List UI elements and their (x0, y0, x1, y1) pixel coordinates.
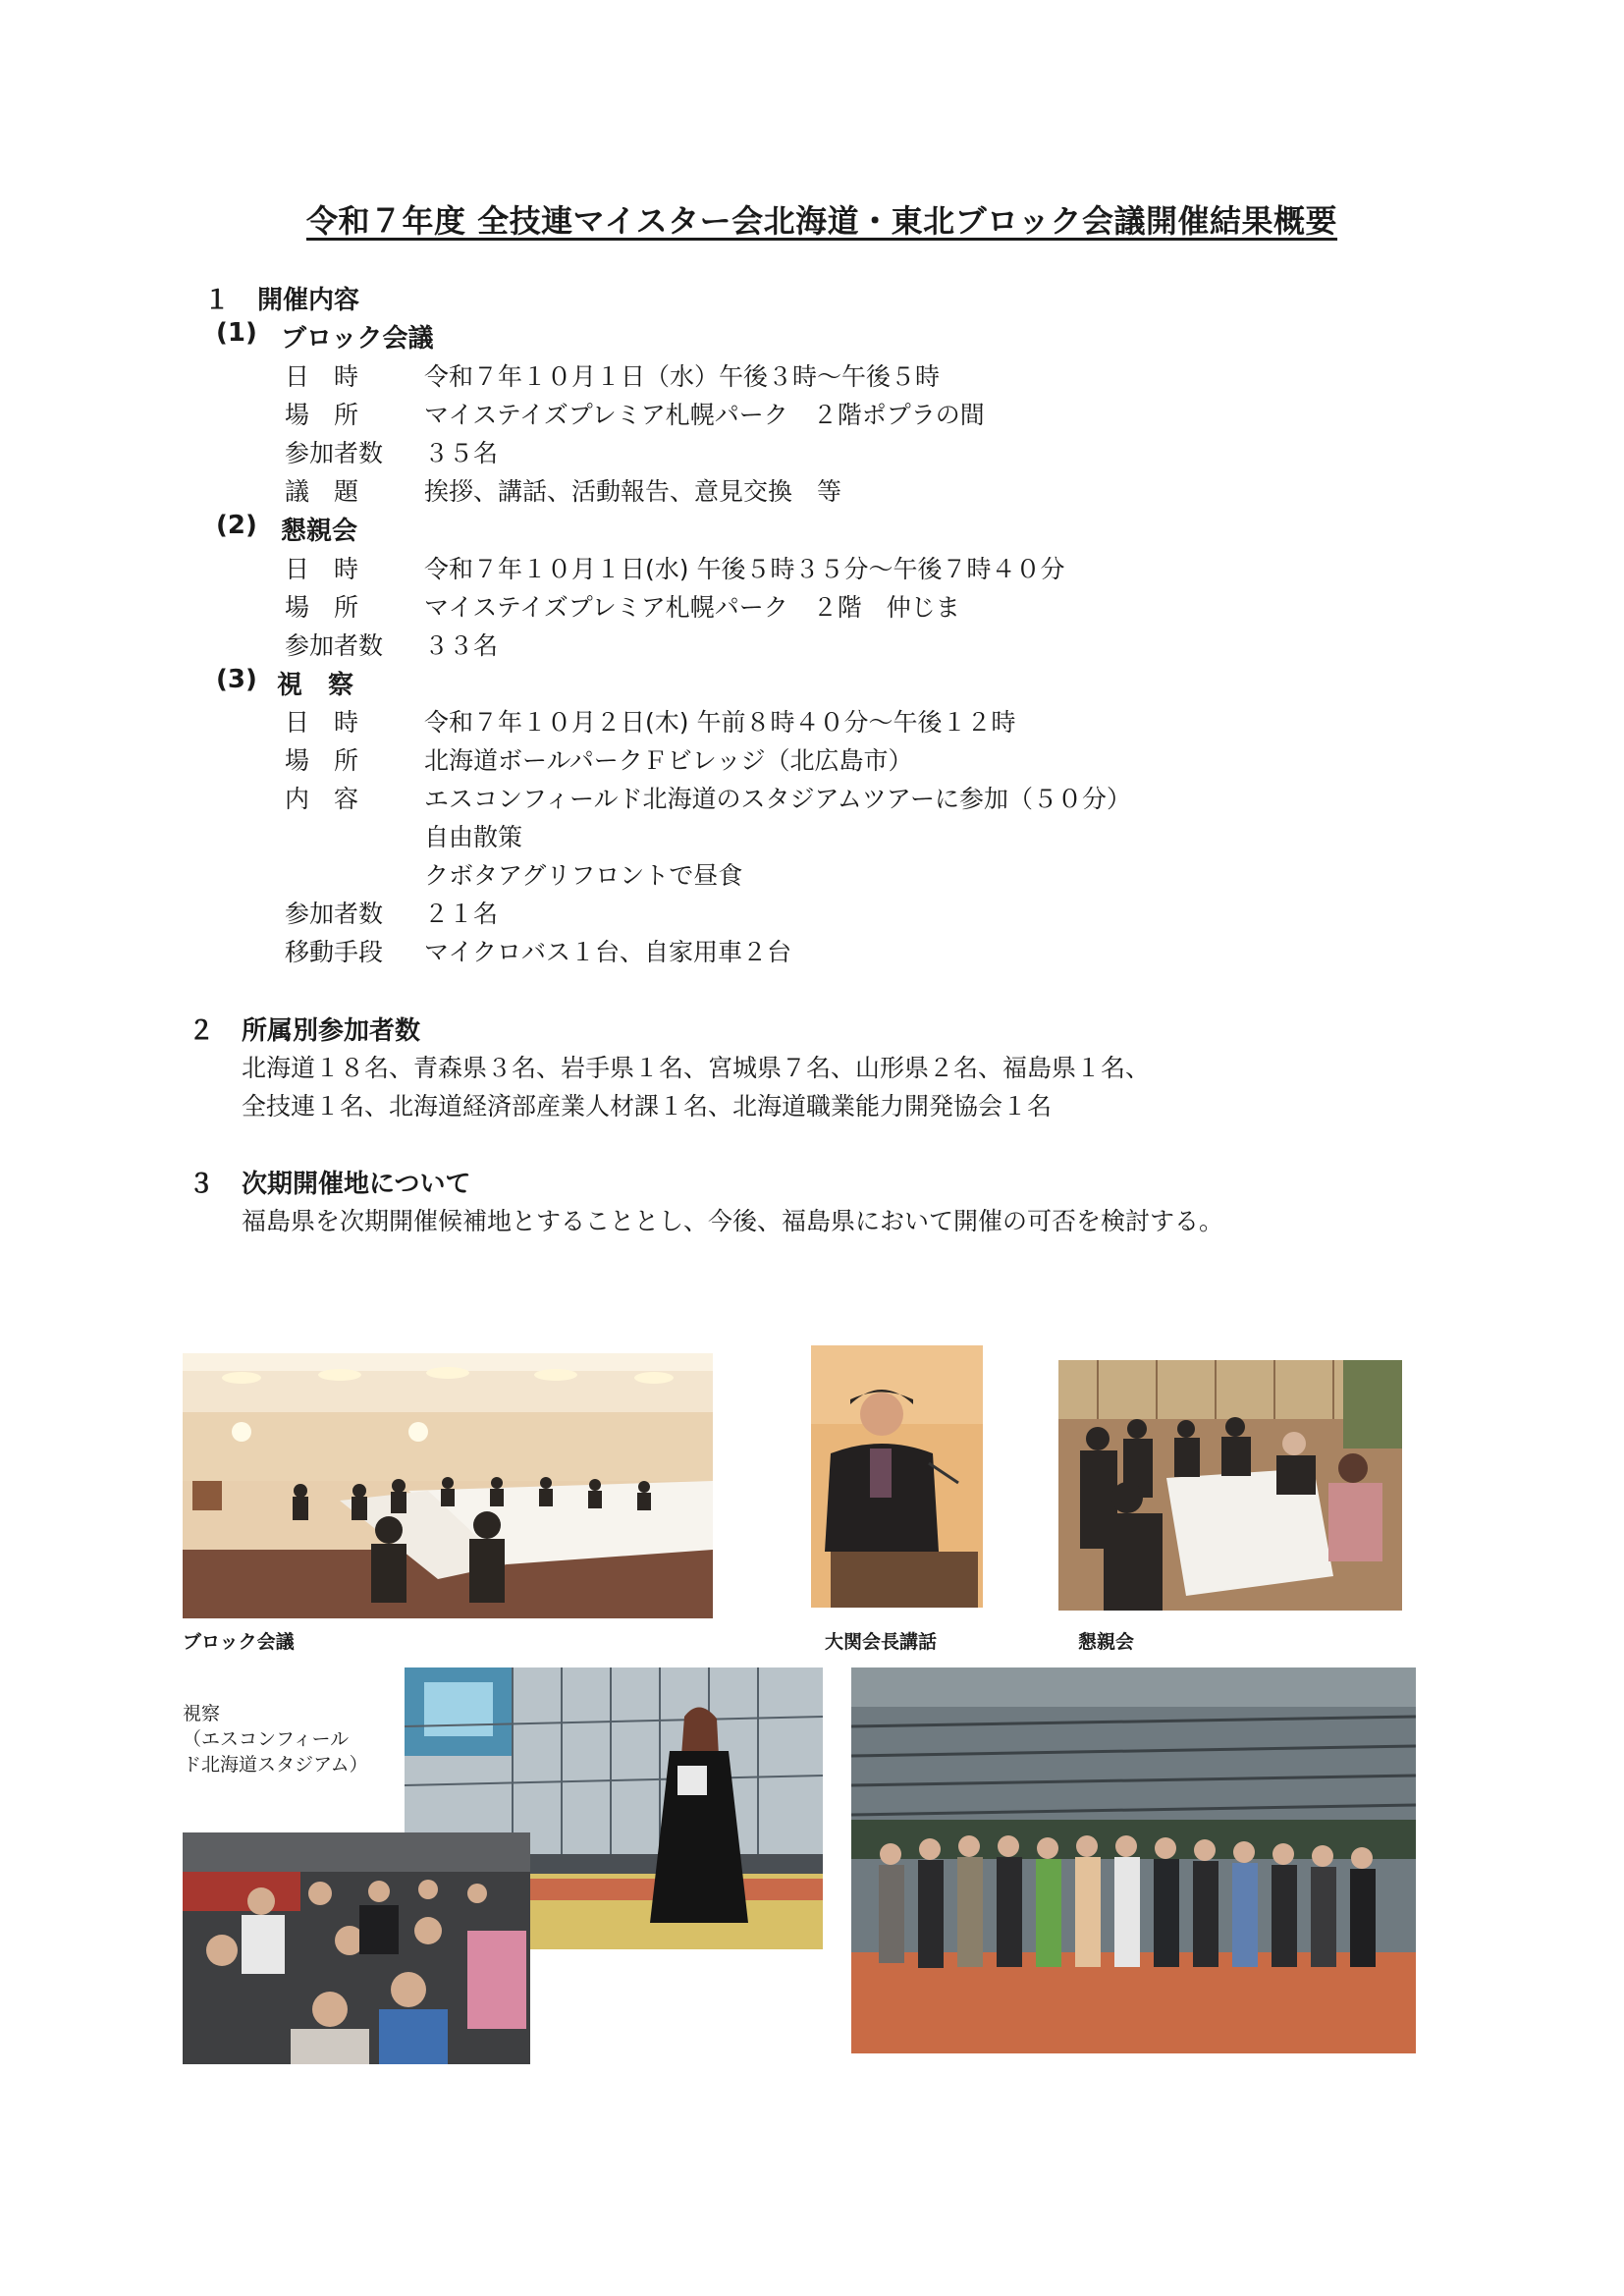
section-3-line-1: 福島県を次期開催候補地とすることとし、今後、福島県において開催の可否を検討する。 (242, 1207, 1224, 1235)
block-agenda-value: 挨拶、講話、活動報告、意見交換 等 (424, 477, 842, 506)
social-date-label: 日 時 (285, 555, 359, 583)
social-place-label: 場 所 (285, 593, 359, 622)
subsection-3-heading: 視 察 (277, 671, 354, 700)
caption-inspection: 視察 (183, 1703, 221, 1724)
caption-social: 懇親会 (1078, 1631, 1135, 1653)
inspection-attendees-label: 参加者数 (285, 900, 384, 928)
subsection-1-heading: ブロック会議 (281, 324, 434, 354)
block-attendees-label: 参加者数 (285, 439, 384, 467)
caption-block-meeting: ブロック会議 (183, 1631, 295, 1653)
subsection-2-number: (2) (216, 511, 257, 540)
section-2-heading: 所属別参加者数 (242, 1016, 421, 1046)
section-2-line-2: 全技連１名、北海道経済部産業人材課１名、北海道職業能力開発協会１名 (242, 1092, 1053, 1121)
block-date-label: 日 時 (285, 362, 359, 391)
section-3-heading: 次期開催地について (242, 1170, 471, 1199)
block-date-value: 令和７年１０月１日（水）午後３時～午後５時 (424, 362, 941, 391)
section-1-number: １ (204, 286, 231, 315)
social-date-value: 令和７年１０月１日(水) 午後５時３５分～午後７時４０分 (424, 555, 1065, 583)
inspection-date-label: 日 時 (285, 708, 359, 737)
inspection-place-value: 北海道ボールパークＦビレッジ（北広島市） (424, 746, 913, 775)
block-place-label: 場 所 (285, 401, 359, 429)
caption-inspection-3: ド北海道スタジアム） (183, 1754, 368, 1776)
inspection-place-label: 場 所 (285, 746, 359, 775)
inspection-transport-label: 移動手段 (285, 938, 384, 966)
subsection-1-number: (1) (216, 318, 257, 348)
inspection-transport-value: マイクロバス１台、自家用車２台 (424, 938, 792, 966)
section-2-line-1: 北海道１８名、青森県３名、岩手県１名、宮城県７名、山形県２名、福島県１名、 (242, 1054, 1151, 1082)
bus-photo (183, 1832, 530, 2064)
page-title: 令和７年度 全技連マイスター会北海道・東北ブロック会議開催結果概要 (306, 202, 1338, 240)
inspection-content-value: エスコンフィールド北海道のスタジアムツアーに参加（５０分） (424, 785, 1132, 813)
inspection-content-value-3: クボタアグリフロントで昼食 (424, 861, 743, 890)
inspection-content-value-2: 自由散策 (424, 823, 523, 851)
subsection-3-number: (3) (216, 665, 257, 694)
social-photo (1058, 1360, 1402, 1611)
social-place-value: マイステイズプレミア札幌パーク ２階 仲じま (424, 593, 960, 622)
block-meeting-photo (183, 1353, 713, 1618)
subsection-2-heading: 懇親会 (281, 517, 358, 546)
section-2-number: ２ (189, 1016, 215, 1046)
inspection-attendees-value: ２１名 (424, 900, 499, 928)
social-attendees-label: 参加者数 (285, 631, 384, 660)
section-3-number: ３ (189, 1170, 215, 1199)
speech-photo (811, 1345, 983, 1608)
block-attendees-value: ３５名 (424, 439, 499, 467)
section-1-heading: 開催内容 (257, 286, 360, 315)
inspection-content-label: 内 容 (285, 785, 359, 813)
caption-speech: 大関会長講話 (825, 1631, 938, 1653)
block-place-value: マイステイズプレミア札幌パーク ２階ポプラの間 (424, 401, 985, 429)
inspection-date-value: 令和７年１０月２日(木) 午前８時４０分～午後１２時 (424, 708, 1016, 737)
group-photo (851, 1667, 1416, 2053)
caption-inspection-2: （エスコンフィール (183, 1728, 350, 1750)
social-attendees-value: ３３名 (424, 631, 499, 660)
block-agenda-label: 議 題 (285, 477, 359, 506)
